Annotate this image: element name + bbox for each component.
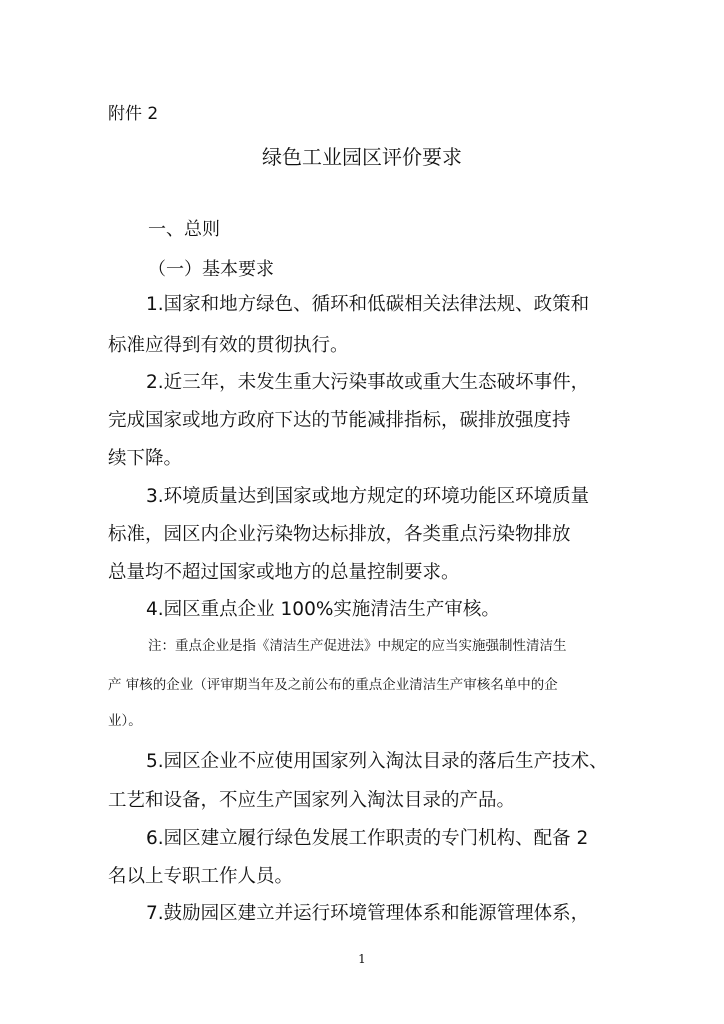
paragraph-line: 标准应得到有效的贯彻执行。 <box>108 335 349 356</box>
paragraph-line: 续下降。 <box>108 448 183 469</box>
attachment-label: 附件 2 <box>108 104 159 124</box>
page-title: 绿色工业园区评价要求 <box>262 145 462 169</box>
paragraph-line: 总量均不超过国家或地方的总量控制要求。 <box>108 562 460 583</box>
paragraph-line: 7.鼓励园区建立并运行环境管理体系和能源管理体系， <box>146 903 590 924</box>
page-number: 1 <box>358 952 366 966</box>
paragraph-line: 1.国家和地方绿色、循环和低碳相关法律法规、政策和 <box>146 294 590 315</box>
paragraph-line: 6.园区建立履行绿色发展工作职责的专门机构、配备 2 <box>146 828 589 849</box>
paragraph-line: 完成国家或地方政府下达的节能减排指标，碳排放强度持 <box>108 410 571 431</box>
paragraph-line: 4.园区重点企业 100%实施清洁生产审核。 <box>146 599 500 620</box>
note-line: 产 审核的企业（评审期当年及之前公布的重点企业清洁生产审核名单中的企 <box>108 677 558 693</box>
paragraph-line: 标准，园区内企业污染物达标排放，各类重点污染物排放 <box>108 524 571 545</box>
note-line: 业）。 <box>108 713 142 729</box>
paragraph-line: 2.近三年，未发生重大污染事故或重大生态破坏事件， <box>146 372 590 393</box>
paragraph-line: 名以上专职工作人员。 <box>108 866 294 887</box>
note-line: 注：重点企业是指《清洁生产促进法》中规定的应当实施强制性清洁生 <box>148 638 567 654</box>
paragraph-line: 工艺和设备，不应生产国家列入淘汰目录的产品。 <box>108 790 516 811</box>
paragraph-line: 5.园区企业不应使用国家列入淘汰目录的落后生产技术、 <box>146 751 608 772</box>
paragraph-line: 3.环境质量达到国家或地方规定的环境功能区环境质量 <box>146 486 590 507</box>
section-heading: 一、总则 <box>148 219 220 240</box>
subsection-heading: （一）基本要求 <box>148 259 274 280</box>
